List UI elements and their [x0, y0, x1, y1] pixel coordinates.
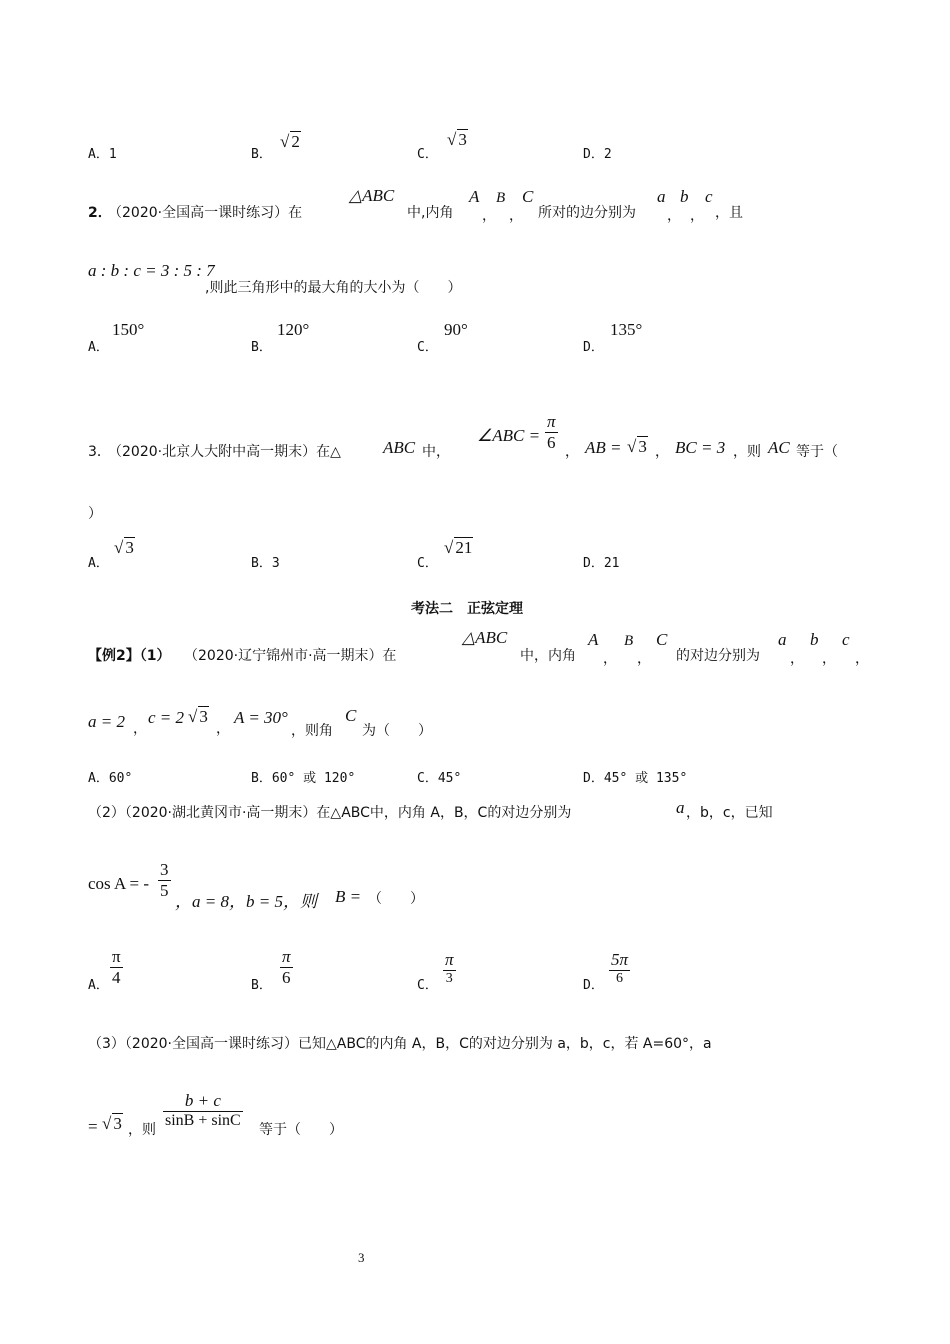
q1-option-b-value: √ 2 [280, 132, 300, 151]
q1-option-a [88, 143, 117, 162]
ex2-sep: ， [637, 651, 651, 667]
q3-option-c-value: √ 21 [444, 538, 473, 557]
radicand: 3 [199, 707, 208, 726]
part2-option-c-value [443, 950, 456, 987]
fraction-denominator: 6 [280, 967, 293, 988]
q1-option-c-value: √ 3 [447, 130, 467, 149]
ex2-option-b: B．60° 或 120° [251, 771, 356, 786]
ex2-option-d: D．45° 或 135° [583, 771, 688, 786]
q2-option-c-letter: C． [417, 340, 438, 355]
q2-ratio: a : b : c = 3 : 5 : 7 [88, 261, 215, 280]
ex2-side-b: b [810, 630, 819, 649]
q2-opposite: 所对的边分别为 [538, 205, 636, 221]
q3-number: 3． [88, 444, 111, 460]
option-letter: C． [417, 147, 438, 162]
radicand: 21 [455, 538, 473, 557]
q2-option-b-value: 120° [277, 320, 310, 339]
ex2-angle-c-target: C [345, 706, 357, 725]
q3-source: （2020·北京人大附中高一期末）在△ [108, 444, 341, 460]
q2-mid: 中,内角 [407, 205, 454, 221]
q1-option-d [583, 143, 612, 162]
fraction-numerator: π [282, 947, 291, 966]
part2-a: a [676, 798, 685, 817]
fraction-denominator: 5 [160, 881, 169, 900]
q2-option-a-value: 150° [112, 320, 145, 339]
q2-option-d-letter: D． [583, 340, 604, 355]
fraction-denominator: 4 [110, 967, 123, 988]
part2-option-b-value [280, 947, 293, 988]
q2-sep: ， [509, 208, 523, 224]
q2-angle-c: C [522, 187, 534, 206]
part2-option-a-value [110, 947, 123, 988]
ex2-angle-b: B [624, 633, 634, 649]
ex2-sep: ， [822, 651, 836, 667]
ex2-option-a: A．60° [88, 771, 133, 786]
part3-fraction [163, 1091, 243, 1130]
fraction-denominator: 6 [609, 970, 630, 987]
part2-paren: （ ） [368, 891, 424, 907]
q2-option-d-value: 135° [610, 320, 643, 339]
q2-option-b-letter: B． [251, 340, 272, 355]
ex2-sep: ， [855, 651, 869, 667]
fraction-numerator: b + c [184, 1091, 221, 1110]
ex2-sep: ， [216, 721, 230, 737]
part3-ask: 等于（ ） [259, 1122, 343, 1138]
q3-bc: BC = 3 [675, 438, 726, 457]
ex2-angle-a: A [588, 630, 599, 649]
q3-ask: 等于（ [796, 444, 838, 460]
ex2-ask: ，则角 [291, 723, 333, 739]
ex2-option-c: C．45° [417, 771, 462, 786]
q2-side-c: c [705, 187, 713, 206]
part2-fraction [158, 860, 171, 901]
q3-comma: ， [655, 444, 669, 460]
q3-option-a-value: √ 3 [114, 538, 134, 557]
q3-angle-lhs: ∠ABC = [477, 426, 541, 445]
q3-close: ） [88, 506, 102, 522]
fraction-denominator: 6 [545, 432, 558, 453]
q2-angle-a: A [469, 187, 480, 206]
q3-ab: AB = [585, 438, 622, 457]
ex2-cond-a: a = 2 [88, 712, 125, 731]
q3-option-d: D．21 [583, 556, 620, 571]
example-label: 【例2】（1） [88, 648, 171, 664]
q3-option-b: B．3 [251, 556, 280, 571]
fraction-denominator: 3 [443, 970, 456, 987]
ex2-sep: ， [790, 651, 804, 667]
part2-option-d-value [609, 950, 630, 987]
q2-side-b: b [680, 187, 689, 206]
ex2-ask2: 为（ ） [362, 723, 432, 739]
fraction-numerator: π [547, 412, 556, 431]
q2-source: （2020·全国高一课时练习）在 [108, 205, 303, 221]
fraction-denominator: sinB + sinC [165, 1112, 241, 1129]
q3-option-a-letter: A． [88, 556, 109, 571]
fraction-numerator: 5π [611, 950, 629, 969]
part2-option-a-letter: A． [88, 978, 109, 993]
radicand: 2 [291, 132, 300, 151]
option-value: 1 [108, 147, 117, 162]
q1-option-b [251, 143, 272, 162]
q3-ac: AC [768, 438, 790, 457]
q3-triangle: ABC [383, 438, 416, 457]
q3-ab-root: √ 3 [627, 437, 647, 456]
q2-sep: ， [667, 208, 681, 224]
q3-tail: ，则 [733, 444, 761, 460]
q2-angle-b: B [496, 190, 506, 206]
ex2-cond-c: c = 2 [148, 708, 185, 727]
q2-sep: ， [482, 208, 496, 224]
part2-option-b-letter: B． [251, 978, 272, 993]
fraction-numerator: π [112, 947, 121, 966]
part2-cos: cos A = - [88, 874, 150, 893]
part3-line1: （3）（2020·全国高一课时练习）已知△ABC的内角 A，B，C的对边分别为 a，b，c，若 A=60°，a [88, 1036, 712, 1052]
ex2-side-c: c [842, 630, 850, 649]
q2-triangle: △ABC [349, 186, 395, 205]
q3-option-c-letter: C． [417, 556, 438, 571]
section-title: 考法二 正弦定理 [411, 601, 523, 617]
option-letter: D． [583, 147, 604, 162]
option-value: 2 [603, 147, 612, 162]
q2-tail: ，且 [715, 205, 743, 221]
ex2-source: （2020·辽宁锦州市·高一期末）在 [184, 648, 397, 664]
part3-then: ，则 [128, 1122, 156, 1138]
part3-eq: = [88, 1117, 98, 1136]
ex2-angle-c: C [656, 630, 668, 649]
option-letter: B． [251, 147, 272, 162]
q2-option-a-letter: A． [88, 340, 109, 355]
fraction-numerator: π [445, 950, 454, 969]
part2-head: （2）（2020·湖北黄冈市·高一期末）在△ABC中，内角 A，B，C的对边分别为 [88, 805, 572, 821]
radicand: 3 [638, 437, 647, 456]
option-letter: A． [88, 147, 109, 162]
q2-sep: ， [690, 208, 704, 224]
q3-comma: ， [565, 444, 579, 460]
ex2-mid: 中，内角 [520, 648, 576, 664]
q3-fraction [545, 412, 558, 453]
radicand: 3 [458, 130, 467, 149]
part3-root: √ 3 [102, 1114, 122, 1133]
part2-option-d-letter: D． [583, 978, 604, 993]
fraction-numerator: 3 [160, 860, 169, 879]
q2-option-c-value: 90° [444, 320, 468, 339]
ex2-opposite: 的对边分别为 [676, 648, 760, 664]
q2-side-a: a [657, 187, 666, 206]
part2-cond: ，a = 8，b = 5，则 [175, 892, 317, 911]
ex2-cond-angle: A = 30° [234, 708, 288, 727]
ex2-triangle: △ABC [462, 628, 508, 647]
part2-tail: ，b，c，已知 [686, 805, 773, 821]
ex2-sep: ， [603, 651, 617, 667]
ex2-cond-c-root: √ 3 [188, 707, 208, 726]
ex2-side-a: a [778, 630, 787, 649]
q2-question: ,则此三角形中的最大角的大小为（ ） [205, 280, 462, 296]
radicand: 3 [113, 1114, 122, 1133]
q2-number: 2． [88, 205, 112, 221]
part2-b-eq: B = [335, 887, 362, 906]
radicand: 3 [125, 538, 134, 557]
page-number: 3 [358, 1250, 365, 1265]
q3-mid: 中， [422, 444, 450, 460]
ex2-sep: ， [133, 721, 147, 737]
part2-option-c-letter: C． [417, 978, 438, 993]
q1-option-c [417, 143, 438, 162]
